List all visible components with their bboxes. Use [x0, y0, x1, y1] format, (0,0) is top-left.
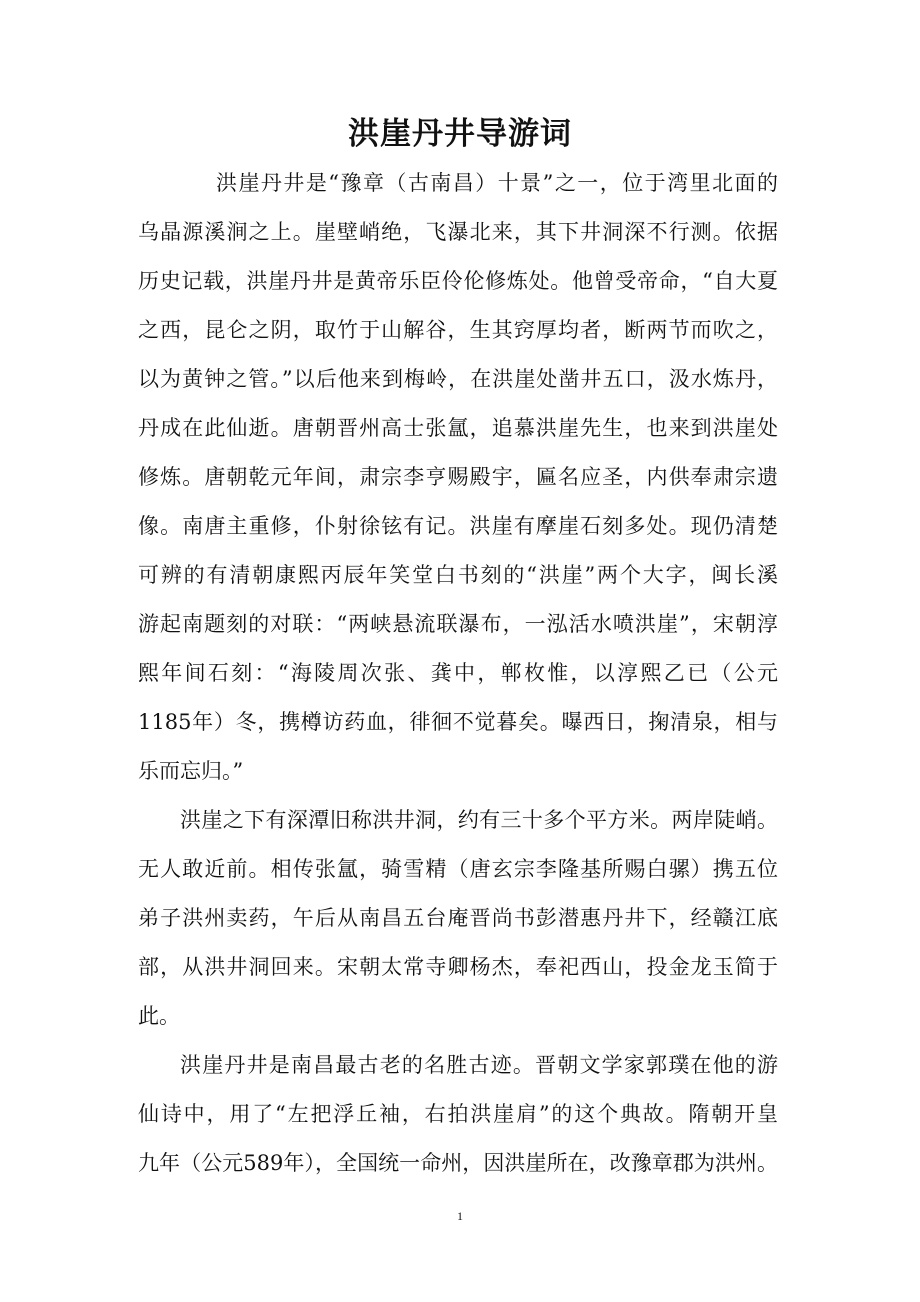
paragraph-line: 仙诗中，用了“左把浮丘袖，右拍洪崖肩”的这个典故。隋朝开皇	[138, 1102, 778, 1126]
paragraph-line: 无人敢近前。相传张氲，骑雪精（唐玄宗李隆基所赐白骡）携五位	[138, 857, 778, 881]
document-title: 洪崖丹井导游词	[348, 116, 572, 152]
paragraph-line: 历史记载，洪崖丹井是黄帝乐臣伶伦修炼处。他曾受帝命，“自大夏	[138, 269, 778, 293]
page-number: 1	[457, 1209, 463, 1223]
paragraph-line: 乐而忘归。”	[138, 759, 244, 783]
paragraph-line: 丹成在此仙逝。唐朝晋州高士张氲，追慕洪崖先生，也来到洪崖处	[138, 416, 778, 440]
paragraph-line: 部，从洪井洞回来。宋朝太常寺卿杨杰，奉祀西山，投金龙玉简于	[138, 955, 778, 979]
paragraph-line: 游起南题刻的对联：“两峡悬流联瀑布，一泓活水喷洪崖”，宋朝淳	[138, 612, 778, 636]
paragraph-line: 可辨的有清朝康熙丙辰年笑堂白书刻的“洪崖”两个大字，闽长溪	[138, 563, 778, 587]
paragraph-line: 乌晶源溪涧之上。崖壁峭绝，飞瀑北来，其下井洞深不行测。依据	[138, 220, 778, 244]
paragraph-line: 以为黄钟之管。”以后他来到梅岭，在洪崖处凿井五口，汲水炼丹，	[138, 367, 778, 391]
paragraph-line: 洪崖丹井是“豫章（古南昌）十景”之一，位于湾里北面的	[216, 171, 778, 195]
paragraph-line: 像。南唐主重修，仆射徐铉有记。洪崖有摩崖石刻多处。现仍清楚	[138, 514, 778, 538]
paragraph-line: 之西，昆仑之阴，取竹于山解谷，生其窍厚均者，断两节而吹之，	[138, 318, 778, 342]
paragraph-line: 洪崖之下有深潭旧称洪井洞，约有三十多个平方米。两岸陡峭。	[180, 808, 778, 832]
paragraph-line: 此。	[138, 1004, 180, 1028]
paragraph-line: 1185年）冬，携樽访药血，徘徊不觉暮矣。曝西日，掬清泉，相与	[138, 710, 778, 734]
paragraph-line: 洪崖丹井是南昌最古老的名胜古迹。晋朝文学家郭璞在他的游	[180, 1053, 778, 1077]
paragraph-line: 弟子洪州卖药，午后从南昌五台庵晋尚书彭潜惠丹井下，经赣江底	[138, 906, 778, 930]
paragraph-line: 修炼。唐朝乾元年间，肃宗李亨赐殿宇，匾名应圣，内供奉肃宗遗	[138, 465, 778, 489]
paragraph-line: 熙年间石刻：“海陵周次张、龚中，郸枚惟，以淳熙乙已（公元	[138, 661, 778, 685]
paragraph-line: 九年（公元589年），全国统一命州，因洪崖所在，改豫章郡为洪州。	[138, 1151, 778, 1175]
